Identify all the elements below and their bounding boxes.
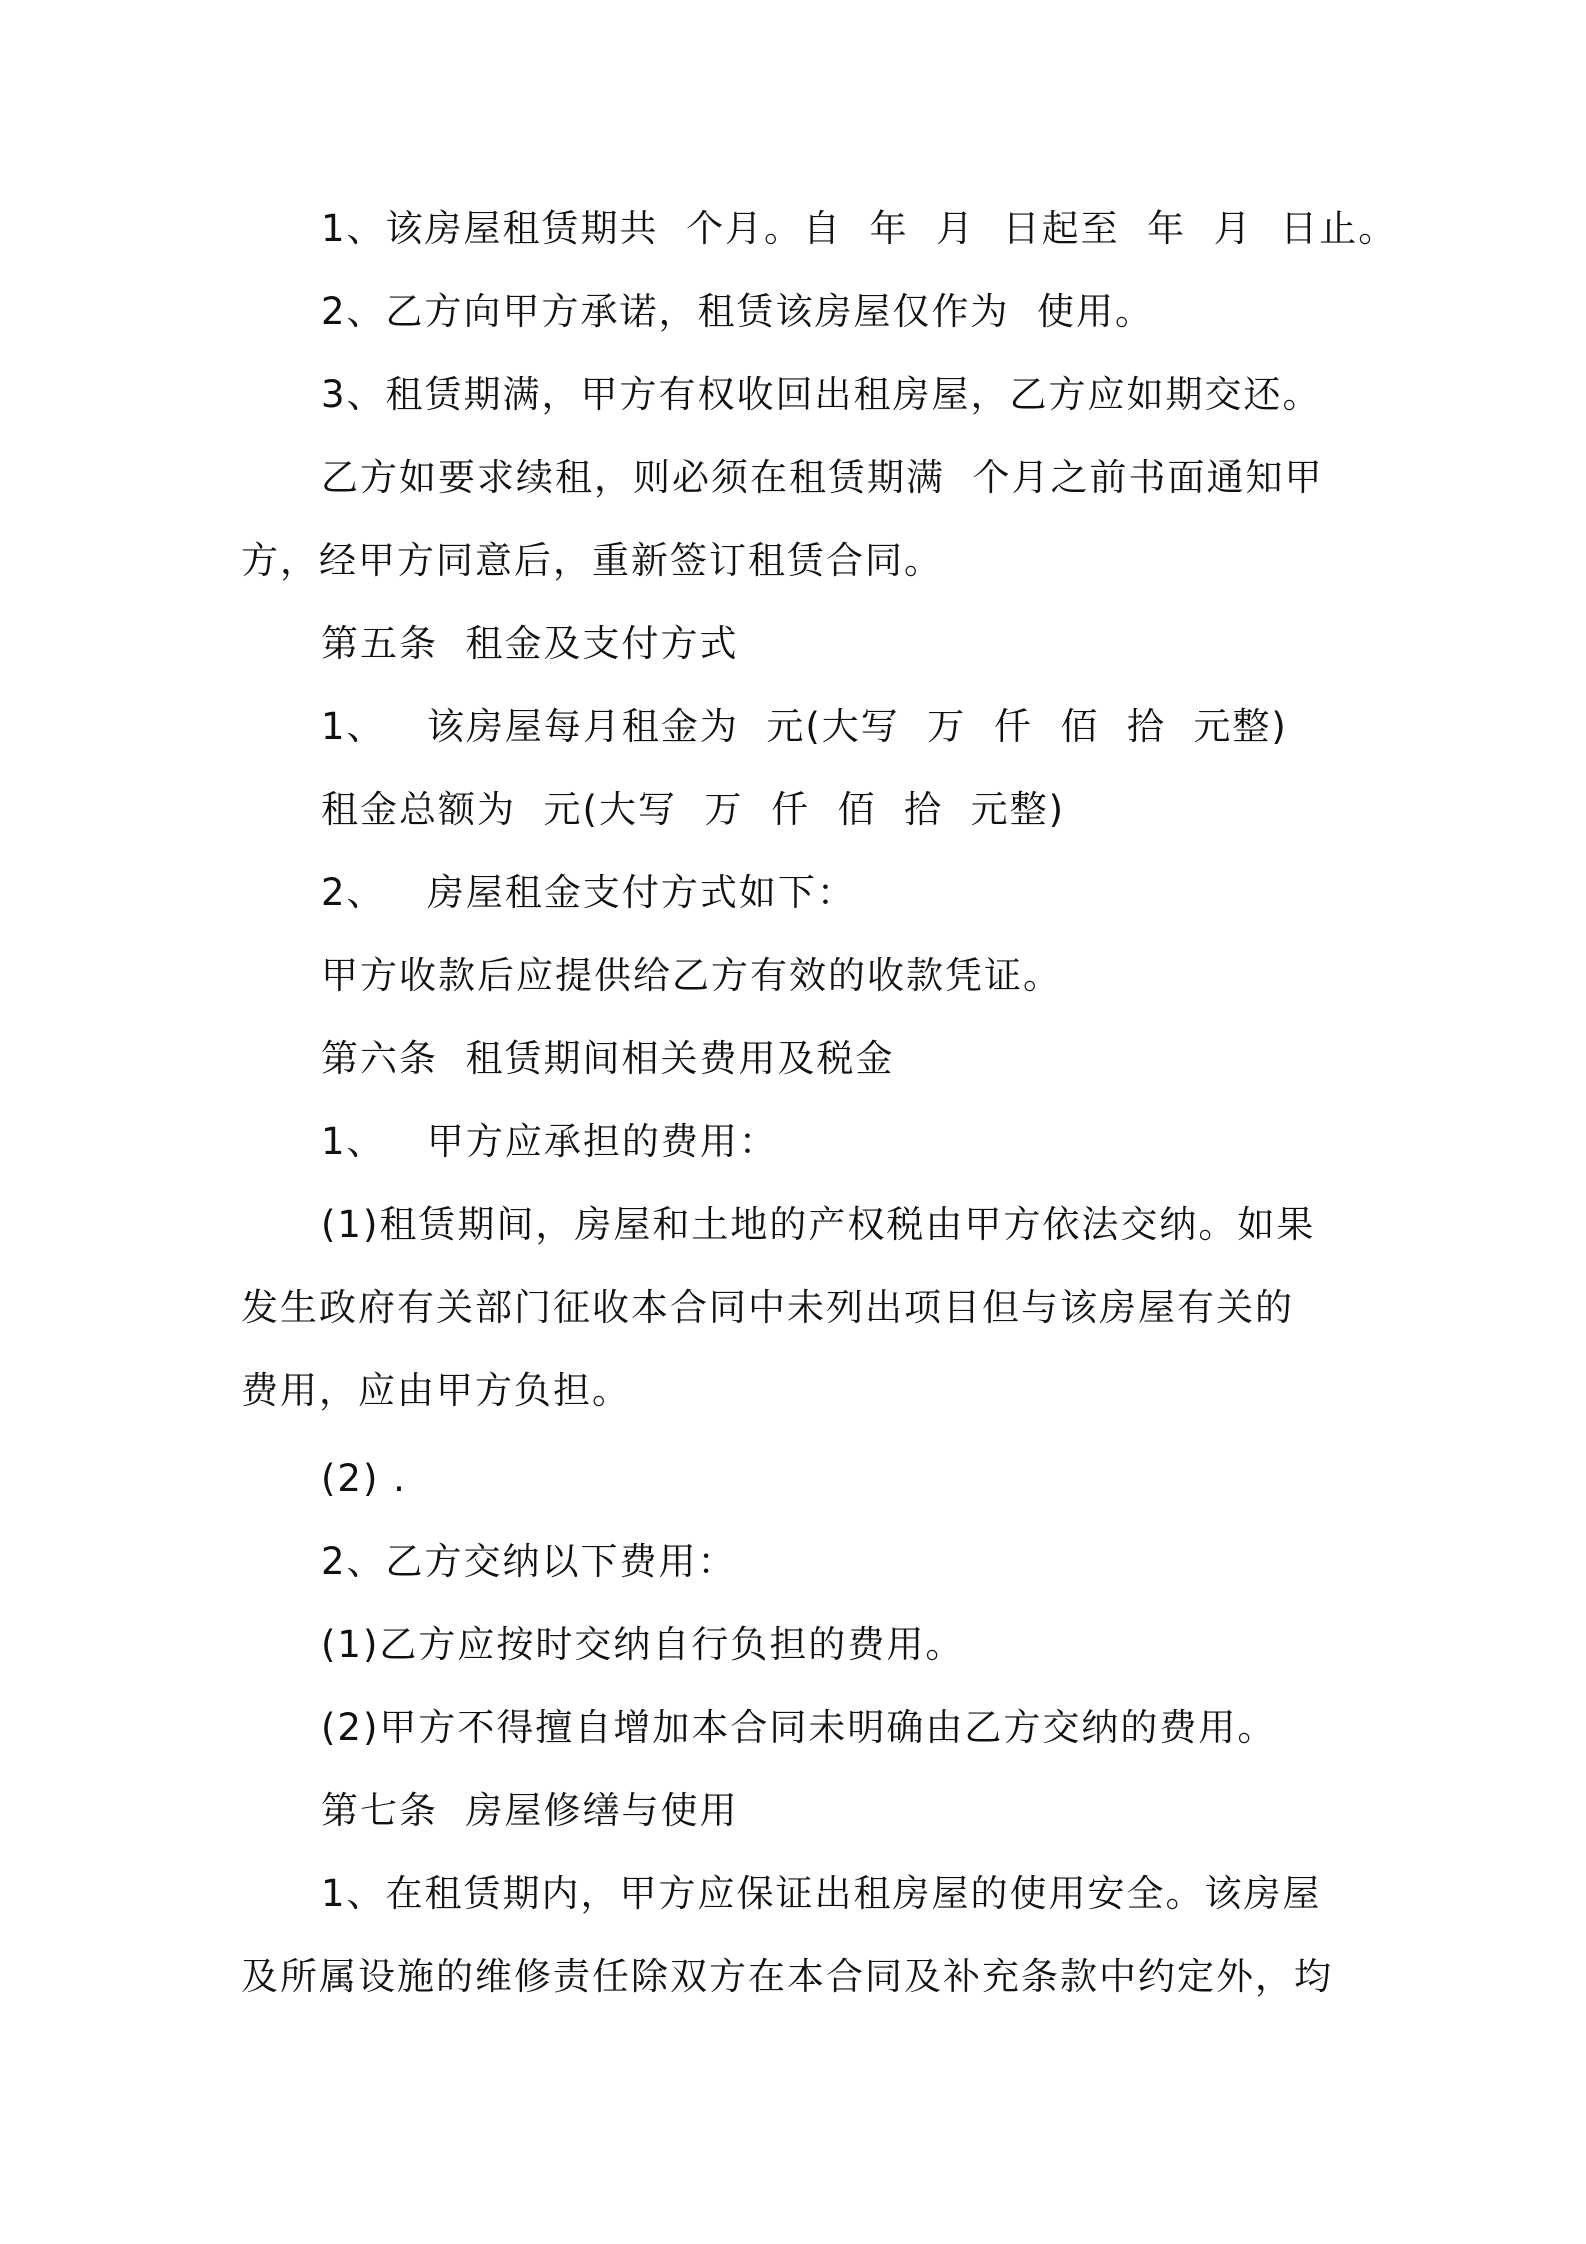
clause-6-sub-1-line-3: 费用，应由甲方负担。 xyxy=(241,1369,631,1412)
receipt-line: 甲方收款后应提供给乙方有效的收款凭证。 xyxy=(321,954,1062,997)
clause-6-item-2-sub-2: (2)甲方不得擅自增加本合同未明确由乙方交纳的费用。 xyxy=(321,1706,1277,1749)
renewal-paragraph-line-2: 方，经甲方同意后，重新签订租赁合同。 xyxy=(241,539,943,582)
clause-4-item-3: 3、租赁期满，甲方有权收回出租房屋，乙方应如期交还。 xyxy=(321,373,1322,416)
clause-6-sub-1-line-1: (1)租赁期间，房屋和土地的产权税由甲方依法交纳。如果 xyxy=(321,1203,1316,1246)
clause-7-item-1-line-1: 1、在租赁期内，甲方应保证出租房屋的使用安全。该房屋 xyxy=(321,1872,1322,1915)
clause-5-item-2: 2、 房屋租金支付方式如下： xyxy=(321,871,856,914)
rent-total-line: 租金总额为 元(大写 万 仟 佰 拾 元整) xyxy=(321,788,1066,831)
clause-5-item-1: 1、 该房屋每月租金为 元(大写 万 仟 佰 拾 元整) xyxy=(321,705,1288,748)
clause-6-sub-2: (2) . xyxy=(321,1457,407,1500)
clause-6-item-2: 2、乙方交纳以下费用： xyxy=(321,1540,737,1583)
clause-4-item-1: 1、该房屋租赁期共 个月。自 年 月 日起至 年 月 日止。 xyxy=(321,207,1398,250)
clause-4-item-2: 2、乙方向甲方承诺，租赁该房屋仅作为 使用。 xyxy=(321,290,1155,333)
article-5-heading: 第五条 租金及支付方式 xyxy=(321,622,739,665)
article-7-heading: 第七条 房屋修缮与使用 xyxy=(321,1789,739,1832)
clause-6-sub-1-line-2: 发生政府有关部门征收本合同中未列出项目但与该房屋有关的 xyxy=(241,1286,1294,1329)
clause-6-item-2-sub-1: (1)乙方应按时交纳自行负担的费用。 xyxy=(321,1623,965,1666)
clause-6-item-1: 1、 甲方应承担的费用： xyxy=(321,1120,778,1163)
clause-7-item-1-line-2: 及所属设施的维修责任除双方在本合同及补充条款中约定外，均 xyxy=(241,1955,1333,1998)
renewal-paragraph-line-1: 乙方如要求续租，则必须在租赁期满 个月之前书面通知甲 xyxy=(321,456,1324,499)
article-6-heading: 第六条 租赁期间相关费用及税金 xyxy=(321,1037,895,1080)
